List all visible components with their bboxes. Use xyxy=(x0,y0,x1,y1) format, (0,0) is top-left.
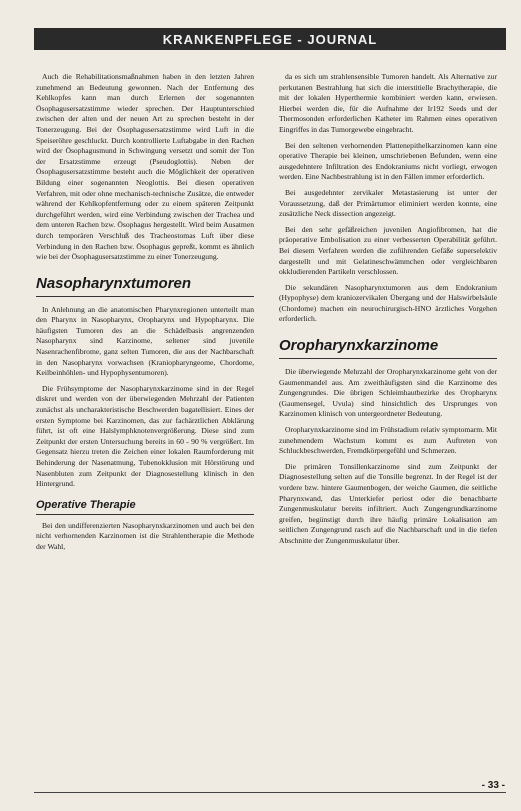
section-heading-oropharynx: Oropharynxkarzinome xyxy=(279,337,497,359)
paragraph: Auch die Rehabilitationsmaßnahmen haben in den letzten Jahren zunehmend an Bedeutung gewonnen. Nach der Entfernung des Kehlkopfes kann man durch Erlernen der sogenannten Ösophagusersatzstimme wieder sprechen. Der Hauptunterschied zwischen der alten und der neuen Art zu sprechen besteht in der Tonerzeugung. Bei der Ösophagusersatzstimme wird Luft in die Speiseröhre geschluckt. Durch kontrollierte Luftabgabe in den Rachen wird der Ösophagusmund in Schwingung versetzt und somit der Ton der Ersatzstimme erzeugt (Pseudoglottis). Neben der Ösophagusersatzstimme besteht auch die Möglichkeit der operativen Bildung einer sogenannten Neoglottis. Bei diesen operativen Verfahren, mit oder ohne mechanisch-technische Zusätze, die entweder während der Kehlkopfentfernung oder zu einem späteren Zeitpunkt durchgeführt werden, wird eine Verbindung zwischen der Trachea und dem unteren Rachen bzw. Ösophagus hergestellt. Wird beim Ausatmen durch temporären Verschluß des Tracheostomas Luft über diese Verbindung in den Rachen bzw. Ösophagus gepreßt, kommt es ähnlich wie bei der Ösophagusersatzstimme zu einer Tonerzeugung. xyxy=(36,72,254,262)
footer-rule xyxy=(34,792,506,793)
paragraph: da es sich um strahlensensible Tumoren handelt. Als Alternative zur perkutanen Bestrahlung hat sich die interstitielle Brachytherapie, die mit der lokalen Hyperthermie kombiniert werden kann, erwiesen. Hierbei werden die, für die Aufnahme der Ir192 Seeds und der Thermosonden erforderlichen Katheter im Rahmen eines operativen Eingriffes in das Tumorgewebe eingebracht. xyxy=(279,72,497,134)
journal-header xyxy=(34,28,506,50)
paragraph: Die sekundären Nasopharynxtumoren aus dem Endokranium (Hypophyse) dem kraniozervikalen Übergang und der Halswirbelsäule (Chordome) machen ein neurochirurgisch-HNO ärztliches Vorgehen erforderlich. xyxy=(279,282,497,324)
paragraph: Bei den sehr gefäßreichen juvenilen Angiofibromen, hat die präoperative Embolisation zu einer verbesserten Operabilität geführt. Bei diesem Verfahren werden die zuführenden Gefäße superselektiv dargestellt und mit Gelatineschwämmchen oder vergleichbaren okkludierenden Partikeln verschlossen. xyxy=(279,224,497,277)
paragraph: Bei den undifferenzierten Nasopharynxkarzinomen und auch bei den nicht verhornenden Karzinomen ist die Strahlentherapie die Methode der Wahl, xyxy=(36,520,254,551)
paragraph: Die primären Tonsillenkarzinome sind zum Zeitpunkt der Diagnosestellung selten auf die Tonsille begrenzt. In der Regel ist der vordere bzw. hintere Gaumenbogen, der weiche Gaumen, die seitliche Pharynxwand, das Unterkiefer periost oder die benachbarte Zungenmuskulatur bereits infiltriert. Auch Zungengrundkarzinome greifen, begünstigt durch ihre häufig primäre Lokalisation am seitlichen Zungengrund rasch auf die Nachbarschaft und in die tiefen Abschnitte der Zungenmuskulatur über. xyxy=(279,461,497,545)
journal-title: KRANKENPFLEGE - JOURNAL xyxy=(162,31,378,47)
page-number: - 33 - xyxy=(481,780,505,791)
right-column xyxy=(279,72,497,552)
paragraph: Bei ausgedehnter zervikaler Metastasierung ist unter der Voraussetzung, daß der Primärtumor eliminiert werden konnte, eine zusätzliche Neck dissection angezeigt. xyxy=(279,187,497,219)
paragraph: Oropharynxkarzinome sind im Frühstadium relativ symptomarm. Mit zunehmendem Wachstum kommt es zum Auftreten von Schluckbeschwerden, Fremdkörpergefühl und Schmerzen. xyxy=(279,425,497,456)
paragraph: Die überwiegende Mehrzahl der Oropharynxkarzinome geht von der Gaumenmandel aus. Am zweithäufigsten sind die Karzinome des Zungengrundes. Die übrigen Schleimhautbezirke des Oropharynx (Gaumensegel, Uvula) sind hinsichtlich des Ursprunges von Karzinomen klinisch von untergeordneter Bedeutung. xyxy=(279,367,497,419)
section-heading-nasopharynx: Nasopharynxtumoren xyxy=(36,275,254,297)
left-column xyxy=(36,72,254,558)
paragraph: Die Frühsymptome der Nasopharynxkarzinome sind in der Regel diskret und werden von der überwiegenden Mehrzahl der Patienten zunächst als uncharakteristische Beschwerden bagatellisiert. Eines der ersten Symptome bei Karzinomen, das zur fachärztlichen Abklärung führt, ist oft eine Halslymphknotenvergrößerung. Diese sind zum Zeitpunkt der ersten Untersuchung bereits in 60 - 90 % vergrößert. Im Gegensatz hierzu treten die Zeichen einer lokalen Raumforderung mit Behinderung der Nasenatmung, Tubenokklusion mit Hörstörung und Nasenbluten zum Zeitpunkt der Diagnosestellung klinisch in den Hintergrund. xyxy=(36,383,254,489)
paragraph: Bei den seltenen verhornenden Plattenepithelkarzinomen kann eine operative Therapie bei kleinen, umschriebenen Befunden, wenn eine ausgedehntere Infiltration des Endokraniums nicht vorliegt, erwogen werden. Eine Nachbestrahlung ist in den Fällen immer erforderlich. xyxy=(279,140,497,182)
paragraph: In Anlehnung an die anatomischen Pharynxregionen unterteilt man den Pharynx in Nasopharynx, Oropharynx und Hypopharynx. Die häufigsten Tumoren des an die Schädelbasis angrenzenden Nasopharynx sind Karzinome, seltener sind juvenile Nasenrachenfibrome, ganz selten Tumoren, die aus der Nachbarschaft in den Nasopharynx vorwachsen (Kraniopharyngeome, Chordome, Keilbeinhöhlen- und Hypophysentumoren). xyxy=(36,304,254,378)
subsection-heading-operative: Operative Therapie xyxy=(36,498,254,515)
